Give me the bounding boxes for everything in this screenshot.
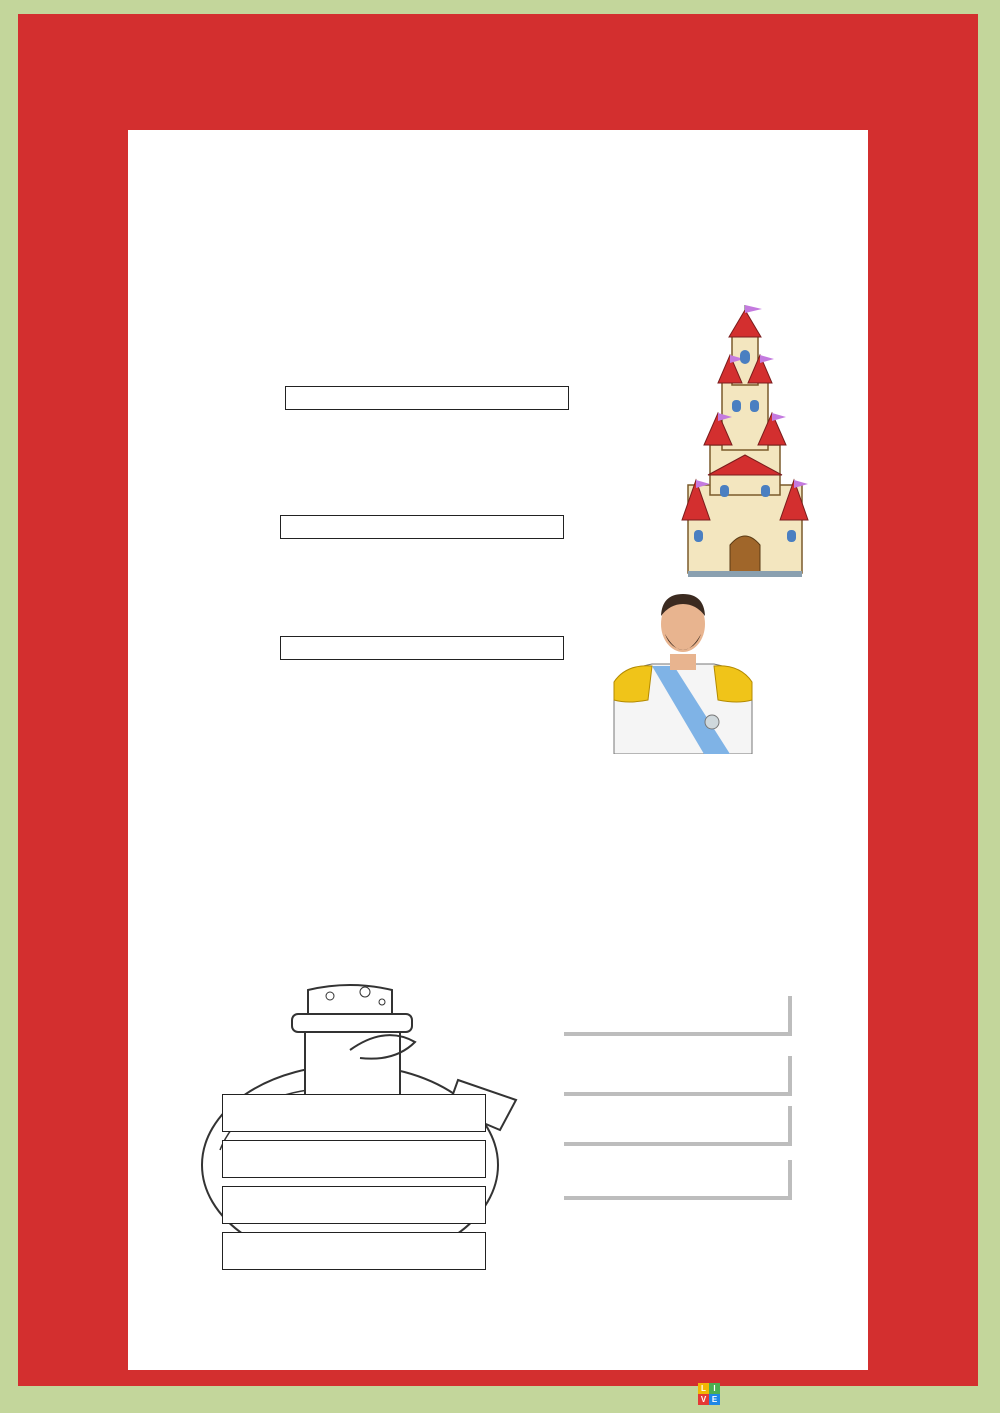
question-3 <box>234 576 266 604</box>
answer-input-2[interactable] <box>280 515 564 539</box>
drop-slot-4[interactable] <box>222 1232 486 1270</box>
option-unguentos-y-balsamos[interactable] <box>560 1102 788 1142</box>
tsar-illustration <box>612 592 754 754</box>
logo-badge-letter: E <box>709 1394 720 1405</box>
option-banos-calientes-y-frios[interactable] <box>560 1156 788 1196</box>
answer-input-3[interactable] <box>280 636 564 660</box>
liveworksheets-logo <box>698 1378 723 1410</box>
option-pastillas[interactable] <box>560 1052 788 1092</box>
drop-slot-2[interactable] <box>222 1140 486 1178</box>
question-2 <box>234 453 266 481</box>
question-1 <box>234 337 266 365</box>
logo-badge-letter: V <box>698 1394 709 1405</box>
answer-input-1[interactable] <box>285 386 569 410</box>
logo-badge <box>698 1383 720 1405</box>
option-jarabes-de-plantas[interactable] <box>560 992 788 1032</box>
question-4 <box>234 737 266 765</box>
drop-slot-3[interactable] <box>222 1186 486 1224</box>
logo-badge-letter: I <box>709 1383 720 1394</box>
logo-badge-letter: L <box>698 1383 709 1394</box>
drop-slot-1[interactable] <box>222 1094 486 1132</box>
castle-illustration <box>680 305 810 580</box>
question-5 <box>234 900 266 928</box>
